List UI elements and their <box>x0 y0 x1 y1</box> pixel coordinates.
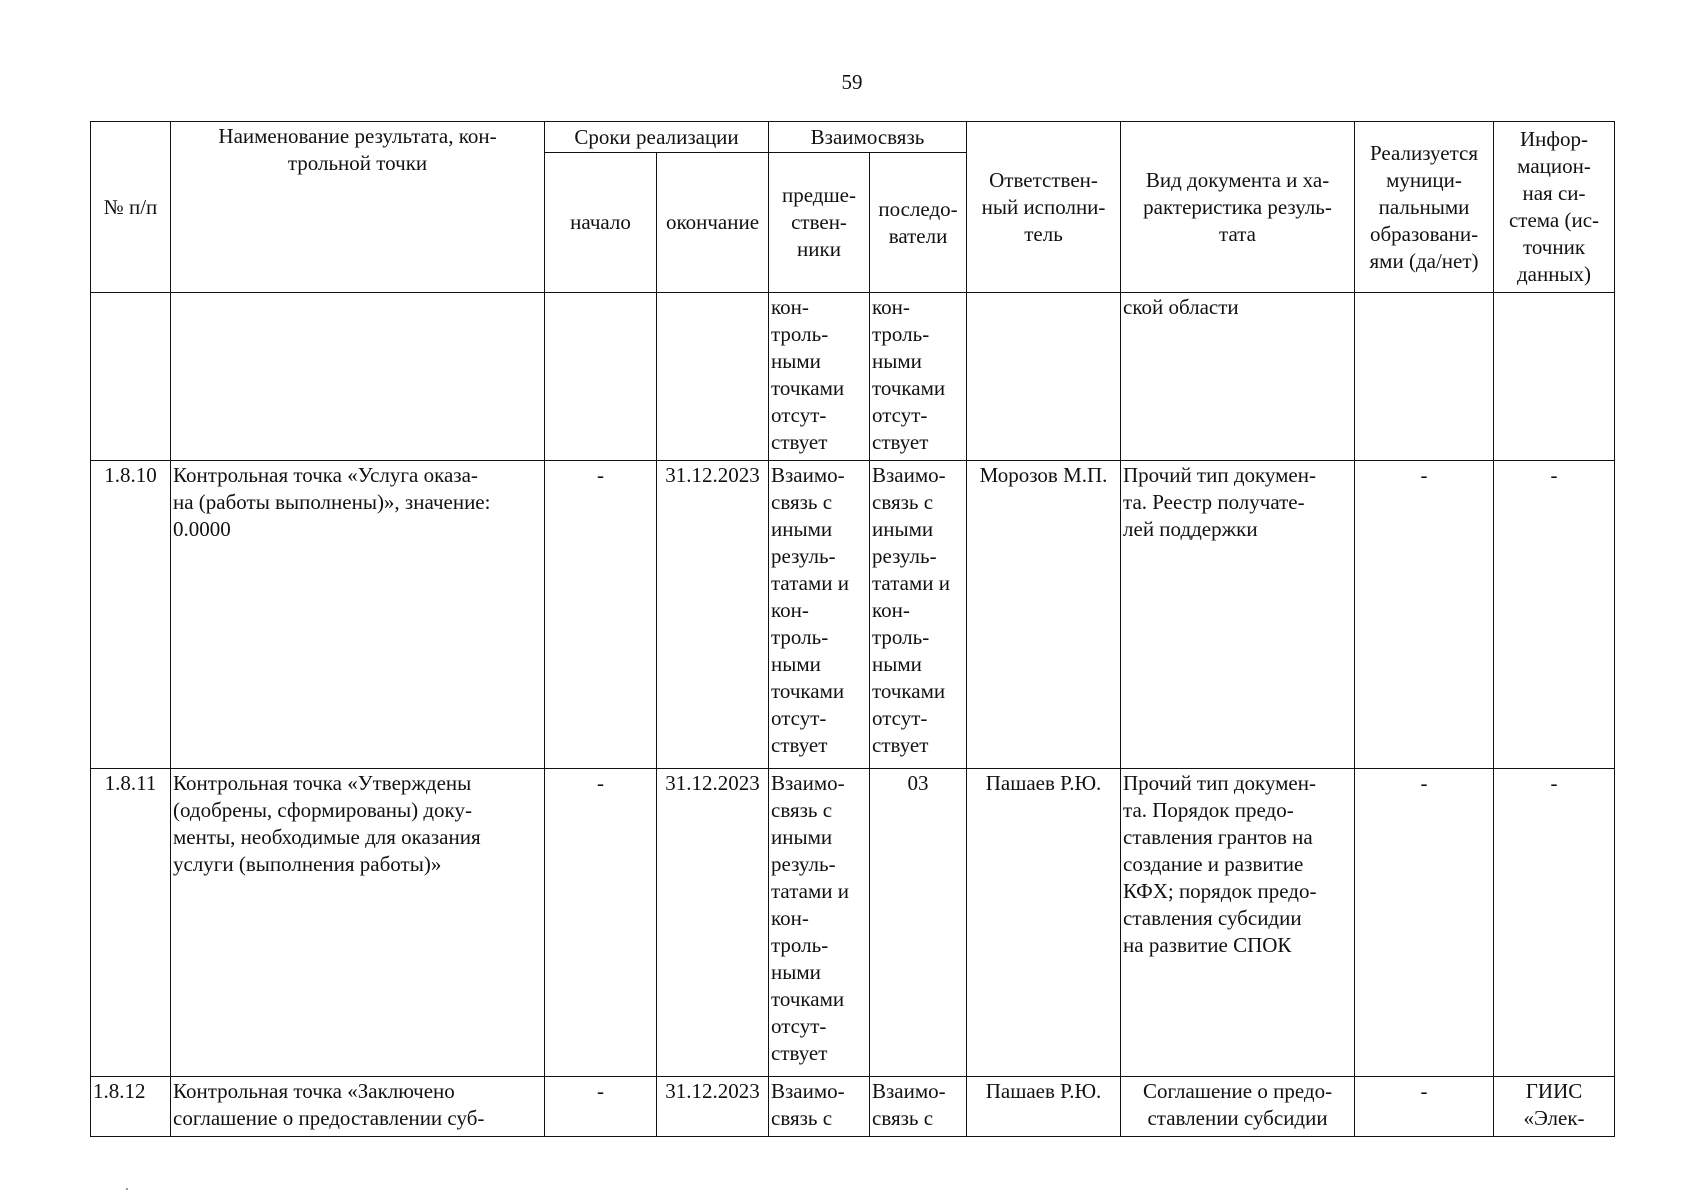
cell-end: 31.12.2023 <box>657 461 769 769</box>
header-sroki: Сроки реализации <box>545 122 769 153</box>
cell-successors: кон- троль- ными точками отсут- ствует <box>870 293 967 461</box>
header-predshestvenniki: предше- ствен- ники <box>769 153 870 293</box>
cell-info-system: - <box>1494 461 1615 769</box>
cell-responsible: Пашаев Р.Ю. <box>967 769 1121 1077</box>
cell-num <box>91 293 171 461</box>
cell-document: Прочий тип докумен- та. Порядок предо- ставления грантов на создание и развитие КФХ; порядок предо- ставления субсидии на развитие СПОК <box>1121 769 1355 1077</box>
header-num: № п/п <box>91 122 171 293</box>
header-vzaimosvyaz: Взаимосвязь <box>769 122 967 153</box>
cell-name <box>171 293 545 461</box>
results-table <box>90 121 1615 1137</box>
cell-document: Соглашение о предо- ставлении субсидии <box>1121 1077 1355 1137</box>
cell-info-system: - <box>1494 769 1615 1077</box>
cell-name: Контрольная точка «Заключено соглашение о предоставлении суб- <box>171 1077 545 1137</box>
cell-num: 1.8.10 <box>91 461 171 769</box>
cell-num: 1.8.12 <box>91 1077 171 1137</box>
cell-start <box>545 293 657 461</box>
cell-start: - <box>545 769 657 1077</box>
cell-info-system: ГИИС «Элек- <box>1494 1077 1615 1137</box>
cell-start: - <box>545 461 657 769</box>
header-okonchanie: окончание <box>657 153 769 293</box>
cell-name: Контрольная точка «Утверждены (одобрены, сформированы) доку- менты, необходимые для оказания услуги (выполнения работы)» <box>171 769 545 1077</box>
cell-municipal: - <box>1355 461 1494 769</box>
cell-municipal <box>1355 293 1494 461</box>
cell-start: - <box>545 1077 657 1137</box>
cell-predecessors: Взаимо- связь с <box>769 1077 870 1137</box>
cell-successors: 03 <box>870 769 967 1077</box>
cell-num: 1.8.11 <box>91 769 171 1077</box>
header-nachalo: начало <box>545 153 657 293</box>
cell-end: 31.12.2023 <box>657 1077 769 1137</box>
cell-municipal: - <box>1355 1077 1494 1137</box>
header-posledovateli: последо- ватели <box>870 153 967 293</box>
header-info-system: Инфор- мацион- ная си- стема (ис- точник данных) <box>1494 122 1615 293</box>
cell-predecessors: Взаимо- связь с иными резуль- татами и кон- троль- ными точками отсут- ствует <box>769 769 870 1077</box>
header-otvetstvenny: Ответствен- ный исполни- тель <box>967 122 1121 293</box>
cell-successors: Взаимо- связь с <box>870 1077 967 1137</box>
cell-municipal: - <box>1355 769 1494 1077</box>
cell-predecessors: кон- троль- ными точками отсут- ствует <box>769 293 870 461</box>
header-name: Наименование результата, кон- трольной точки <box>171 122 545 293</box>
cell-info-system <box>1494 293 1615 461</box>
cell-responsible: Морозов М.П. <box>967 461 1121 769</box>
scan-speck <box>126 1188 128 1190</box>
table-row <box>91 461 1615 769</box>
cell-successors: Взаимо- связь с иными резуль- татами и кон- троль- ными точками отсут- ствует <box>870 461 967 769</box>
page-number: 59 <box>841 70 863 94</box>
cell-end: 31.12.2023 <box>657 769 769 1077</box>
cell-end <box>657 293 769 461</box>
cell-document: Прочий тип докумен- та. Реестр получате- лей поддержки <box>1121 461 1355 769</box>
cell-document: ской области <box>1121 293 1355 461</box>
table-row <box>91 1077 1615 1137</box>
header-realizuetsya: Реализуется муници- пальными образовани- ями (да/нет) <box>1355 122 1494 293</box>
table-row <box>91 293 1615 461</box>
cell-responsible <box>967 293 1121 461</box>
cell-name: Контрольная точка «Услуга оказа- на (работы выполнены)», значение: 0.0000 <box>171 461 545 769</box>
cell-responsible: Пашаев Р.Ю. <box>967 1077 1121 1137</box>
table-row <box>91 769 1615 1077</box>
cell-predecessors: Взаимо- связь с иными резуль- татами и кон- троль- ными точками отсут- ствует <box>769 461 870 769</box>
header-vid-dokumenta: Вид документа и ха- рактеристика резуль- тата <box>1121 122 1355 293</box>
